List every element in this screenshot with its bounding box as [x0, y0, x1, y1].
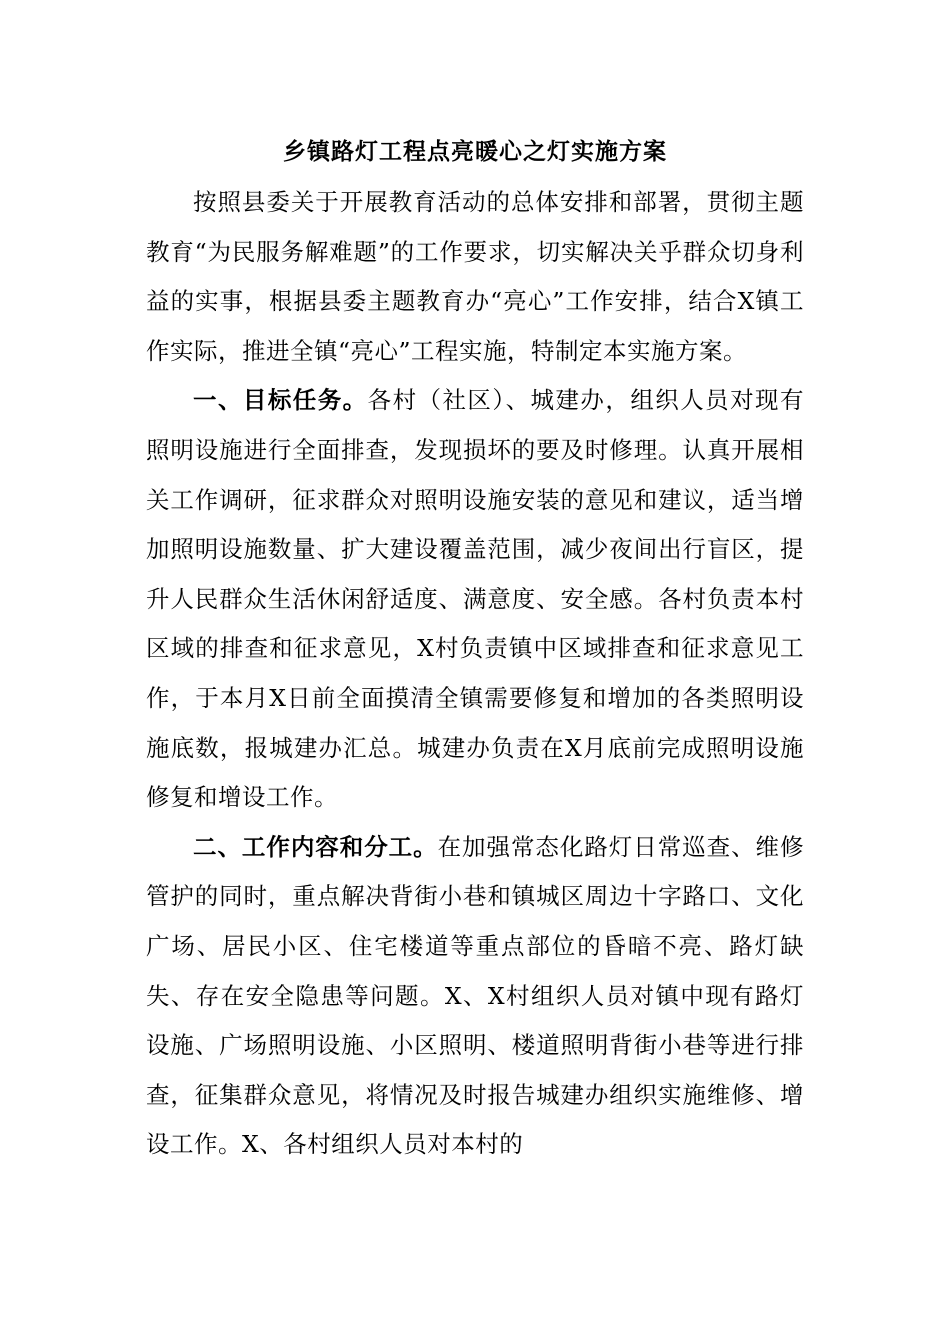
section-heading-goals: 一、目标任务。 [193, 386, 368, 415]
paragraph-goals-text: 各村（社区）、城建办，组织人员对现有照明设施进行全面排查，发现损坏的要及时修理。认真开展相关工作调研，征求群众对照明设施安装的意见和建议，适当增加照明设施数量、扩大建设覆盖范围，减少夜间出行盲区，提升人民群众生活休闲舒适度、满意度、安全感。各村负责本村区域的排查和征求意见，X村负责镇中区域排查和征求意见工作，于本月X日前全面摸清全镇需要修复和增加的各类照明设施底数，报城建办汇总。城建办负责在X月底前完成照明设施修复和增设工作。 [146, 386, 805, 812]
paragraph-intro [146, 178, 804, 376]
section-heading-work-content: 二、工作内容和分工。 [193, 832, 438, 861]
paragraph-work-content-text: 在加强常态化路灯日常巡查、维修管护的同时，重点解决背街小巷和镇城区周边十字路口、文化广场、居民小区、住宅楼道等重点部位的昏暗不亮、路灯缺失、存在安全隐患等问题。X、X村组织人员对镇中现有路灯设施、广场照明设施、小区照明、楼道照明背街小巷等进行排查，征集群众意见，将情况及时报告城建办组织实施维修、增设工作。X、各村组织人员对本村的 [146, 832, 805, 1159]
document-body [146, 178, 804, 1170]
paragraph-work-content [146, 823, 804, 1170]
paragraph-intro-text: 按照县委关于开展教育活动的总体安排和部署，贯彻主题教育“为民服务解难题”的工作要求，切实解决关乎群众切身利益的实事，根据县委主题教育办“亮心”工作安排，结合X镇工作实际，推进全镇“亮心”工程实施，特制定本实施方案。 [146, 188, 804, 365]
paragraph-goals [146, 376, 804, 822]
document-title: 乡镇路灯工程点亮暖心之灯实施方案 [283, 138, 667, 165]
